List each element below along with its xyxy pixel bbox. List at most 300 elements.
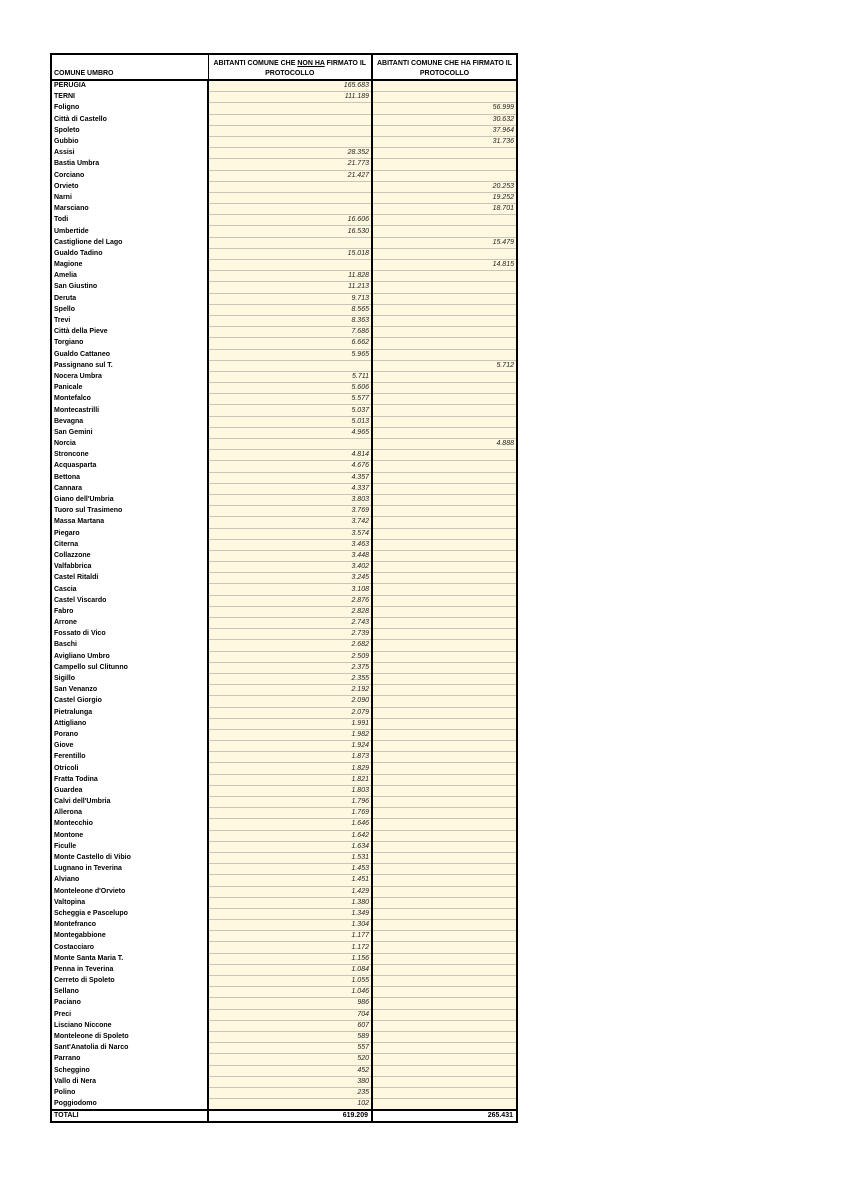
- firmato-cell: [372, 841, 517, 852]
- table-row: [51, 998, 517, 1009]
- comune-name-cell: Calvi dell'Umbria: [51, 797, 208, 808]
- comune-name-cell: San Giustino: [51, 282, 208, 293]
- firmato-cell: [372, 405, 517, 416]
- comune-name-cell: Spello: [51, 304, 208, 315]
- firmato-cell: 15.479: [372, 237, 517, 248]
- table-row: [51, 383, 517, 394]
- table-row: [51, 953, 517, 964]
- comune-name-cell: Fossato di Vico: [51, 629, 208, 640]
- firmato-cell: [372, 998, 517, 1009]
- non-firmato-cell: 520: [208, 1054, 372, 1065]
- non-firmato-cell: 6.662: [208, 338, 372, 349]
- non-firmato-cell: 704: [208, 1009, 372, 1020]
- firmato-cell: [372, 450, 517, 461]
- firmato-cell: [372, 942, 517, 953]
- table-row: [51, 315, 517, 326]
- firmato-cell: [372, 349, 517, 360]
- table-row: [51, 662, 517, 673]
- firmato-cell: [372, 148, 517, 159]
- non-firmato-cell: 5.577: [208, 394, 372, 405]
- table-row: [51, 159, 517, 170]
- comune-name-cell: Preci: [51, 1009, 208, 1020]
- comune-name-cell: Narni: [51, 192, 208, 203]
- non-firmato-cell: 3.463: [208, 539, 372, 550]
- non-firmato-cell: 7.686: [208, 327, 372, 338]
- header-non-post: FIRMATO IL PROTOCOLLO: [265, 60, 367, 77]
- non-firmato-cell: [208, 114, 372, 125]
- non-firmato-cell: 16.606: [208, 215, 372, 226]
- table-row: [51, 170, 517, 181]
- comune-name-cell: Guardea: [51, 785, 208, 796]
- comune-name-cell: Orvieto: [51, 181, 208, 192]
- table-row: [51, 237, 517, 248]
- comune-name-cell: Polino: [51, 1087, 208, 1098]
- table-row: [51, 125, 517, 136]
- firmato-cell: [372, 550, 517, 561]
- table-row: [51, 282, 517, 293]
- non-firmato-cell: 2.192: [208, 685, 372, 696]
- table-row: [51, 573, 517, 584]
- comune-name-cell: Penna in Teverina: [51, 964, 208, 975]
- comune-name-cell: Gualdo Cattaneo: [51, 349, 208, 360]
- table-row: [51, 606, 517, 617]
- non-firmato-cell: 1.453: [208, 864, 372, 875]
- firmato-cell: [372, 931, 517, 942]
- firmato-cell: [372, 618, 517, 629]
- non-firmato-cell: 1.829: [208, 763, 372, 774]
- table-row: [51, 673, 517, 684]
- table-row: [51, 897, 517, 908]
- non-firmato-cell: 2.876: [208, 595, 372, 606]
- comune-name-cell: Bevagna: [51, 416, 208, 427]
- non-firmato-cell: 1.429: [208, 886, 372, 897]
- totals-row: [51, 1110, 517, 1122]
- comune-name-cell: Passignano sul T.: [51, 360, 208, 371]
- table-row: [51, 226, 517, 237]
- header-firmato: ABITANTI COMUNE CHE HA FIRMATO IL PROTOCOLLO: [372, 54, 517, 80]
- firmato-cell: [372, 718, 517, 729]
- comune-name-cell: Cerreto di Spoleto: [51, 976, 208, 987]
- comune-name-cell: Costacciaro: [51, 942, 208, 953]
- firmato-cell: [372, 606, 517, 617]
- table-row: [51, 942, 517, 953]
- table-row: [51, 774, 517, 785]
- non-firmato-cell: [208, 181, 372, 192]
- table-row: [51, 506, 517, 517]
- non-firmato-cell: 986: [208, 998, 372, 1009]
- non-firmato-cell: 3.574: [208, 528, 372, 539]
- comune-name-cell: Castel Viscardo: [51, 595, 208, 606]
- non-firmato-cell: 1.796: [208, 797, 372, 808]
- comune-name-cell: Montecchio: [51, 819, 208, 830]
- firmato-cell: [372, 159, 517, 170]
- table-row: [51, 148, 517, 159]
- table-row: [51, 271, 517, 282]
- firmato-cell: [372, 629, 517, 640]
- header-non-pre: ABITANTI COMUNE CHE: [213, 60, 298, 67]
- firmato-cell: [372, 920, 517, 931]
- firmato-cell: [372, 976, 517, 987]
- firmato-cell: [372, 315, 517, 326]
- table-row: [51, 304, 517, 315]
- non-firmato-cell: 3.803: [208, 494, 372, 505]
- table-row: [51, 1076, 517, 1087]
- non-firmato-cell: 4.337: [208, 483, 372, 494]
- table-row: [51, 808, 517, 819]
- firmato-cell: 56.999: [372, 103, 517, 114]
- comune-name-cell: Valfabbrica: [51, 562, 208, 573]
- table-row: [51, 114, 517, 125]
- non-firmato-cell: 380: [208, 1076, 372, 1087]
- comune-name-cell: Bastia Umbra: [51, 159, 208, 170]
- firmato-cell: 31.736: [372, 136, 517, 147]
- comune-name-cell: Monteleone di Spoleto: [51, 1031, 208, 1042]
- table-row: [51, 427, 517, 438]
- firmato-cell: [372, 215, 517, 226]
- table-row: [51, 864, 517, 875]
- comune-name-cell: PERUGIA: [51, 80, 208, 92]
- table-row: [51, 696, 517, 707]
- firmato-cell: [372, 226, 517, 237]
- comune-name-cell: Montefranco: [51, 920, 208, 931]
- non-firmato-cell: 557: [208, 1043, 372, 1054]
- table-row: [51, 371, 517, 382]
- comune-name-cell: Monte Castello di Vibio: [51, 852, 208, 863]
- table-row: [51, 439, 517, 450]
- firmato-cell: [372, 1076, 517, 1087]
- non-firmato-cell: [208, 136, 372, 147]
- non-firmato-cell: 3.402: [208, 562, 372, 573]
- table-row: [51, 718, 517, 729]
- table-row: [51, 528, 517, 539]
- comune-name-cell: Allerona: [51, 808, 208, 819]
- comune-name-cell: Città della Pieve: [51, 327, 208, 338]
- comune-name-cell: Gualdo Tadino: [51, 248, 208, 259]
- non-firmato-cell: 165.683: [208, 80, 372, 92]
- comune-name-cell: Giano dell'Umbria: [51, 494, 208, 505]
- table-row: [51, 987, 517, 998]
- firmato-cell: [372, 293, 517, 304]
- non-firmato-cell: 5.606: [208, 383, 372, 394]
- comune-name-cell: Panicale: [51, 383, 208, 394]
- table-row: [51, 394, 517, 405]
- table-row: [51, 260, 517, 271]
- firmato-cell: [372, 953, 517, 964]
- header-row: [51, 54, 517, 80]
- firmato-cell: [372, 685, 517, 696]
- comune-name-cell: Scheggia e Pascelupo: [51, 908, 208, 919]
- table-row: [51, 494, 517, 505]
- table-row: [51, 629, 517, 640]
- firmato-cell: [372, 506, 517, 517]
- firmato-cell: 37.964: [372, 125, 517, 136]
- non-firmato-cell: 3.769: [208, 506, 372, 517]
- comune-name-cell: Collazzone: [51, 550, 208, 561]
- non-firmato-cell: 1.055: [208, 976, 372, 987]
- comune-name-cell: Marsciano: [51, 204, 208, 215]
- firmato-cell: [372, 729, 517, 740]
- table-row: [51, 1043, 517, 1054]
- firmato-cell: [372, 562, 517, 573]
- non-firmato-cell: 111.189: [208, 92, 372, 103]
- table-row: [51, 1065, 517, 1076]
- table-row: [51, 976, 517, 987]
- comune-name-cell: Fabro: [51, 606, 208, 617]
- table-row: [51, 92, 517, 103]
- comune-name-cell: Amelia: [51, 271, 208, 282]
- table-row: [51, 741, 517, 752]
- non-firmato-cell: 28.352: [208, 148, 372, 159]
- firmato-cell: [372, 539, 517, 550]
- non-firmato-cell: 5.037: [208, 405, 372, 416]
- firmato-cell: [372, 852, 517, 863]
- non-firmato-cell: 4.676: [208, 461, 372, 472]
- comune-name-cell: Deruta: [51, 293, 208, 304]
- non-firmato-cell: [208, 439, 372, 450]
- non-firmato-cell: 2.828: [208, 606, 372, 617]
- table-row: [51, 1020, 517, 1031]
- comune-name-cell: Attigliano: [51, 718, 208, 729]
- non-firmato-cell: 1.349: [208, 908, 372, 919]
- table-row: [51, 729, 517, 740]
- table-row: [51, 875, 517, 886]
- table-row: [51, 908, 517, 919]
- comune-name-cell: Foligno: [51, 103, 208, 114]
- non-firmato-cell: 4.814: [208, 450, 372, 461]
- comune-name-cell: San Gemini: [51, 427, 208, 438]
- comune-name-cell: Piegaro: [51, 528, 208, 539]
- firmato-cell: [372, 808, 517, 819]
- firmato-cell: [372, 774, 517, 785]
- firmato-cell: [372, 763, 517, 774]
- firmato-cell: [372, 1065, 517, 1076]
- comune-name-cell: Ficulle: [51, 841, 208, 852]
- non-firmato-cell: 21.773: [208, 159, 372, 170]
- comune-name-cell: Vallo di Nera: [51, 1076, 208, 1087]
- non-firmato-cell: 1.924: [208, 741, 372, 752]
- comune-name-cell: Umbertide: [51, 226, 208, 237]
- non-firmato-cell: 1.769: [208, 808, 372, 819]
- table-row: [51, 338, 517, 349]
- table-row: [51, 562, 517, 573]
- table-row: [51, 595, 517, 606]
- table-row: [51, 1031, 517, 1042]
- comune-name-cell: Acquasparta: [51, 461, 208, 472]
- comune-name-cell: Alviano: [51, 875, 208, 886]
- table-row: [51, 80, 517, 92]
- non-firmato-cell: 1.046: [208, 987, 372, 998]
- table-row: [51, 640, 517, 651]
- non-firmato-cell: 1.873: [208, 752, 372, 763]
- firmato-cell: 4.888: [372, 439, 517, 450]
- non-firmato-cell: 1.156: [208, 953, 372, 964]
- comune-name-cell: Cannara: [51, 483, 208, 494]
- comune-name-cell: Todi: [51, 215, 208, 226]
- firmato-cell: [372, 908, 517, 919]
- non-firmato-cell: 3.742: [208, 517, 372, 528]
- table-row: [51, 103, 517, 114]
- comune-name-cell: Bettona: [51, 472, 208, 483]
- table-row: [51, 405, 517, 416]
- table-row: [51, 360, 517, 371]
- comune-name-cell: Monteleone d'Orvieto: [51, 886, 208, 897]
- non-firmato-cell: 5.013: [208, 416, 372, 427]
- firmato-cell: [372, 707, 517, 718]
- comune-name-cell: Assisi: [51, 148, 208, 159]
- comune-name-cell: Nocera Umbra: [51, 371, 208, 382]
- table-row: [51, 416, 517, 427]
- comune-name-cell: Castel Giorgio: [51, 696, 208, 707]
- non-firmato-cell: 2.509: [208, 651, 372, 662]
- table-row: [51, 707, 517, 718]
- table-row: [51, 685, 517, 696]
- comune-name-cell: Sigillo: [51, 673, 208, 684]
- non-firmato-cell: 11.213: [208, 282, 372, 293]
- non-firmato-cell: 2.743: [208, 618, 372, 629]
- table-row: [51, 830, 517, 841]
- non-firmato-cell: 4.965: [208, 427, 372, 438]
- table-row: [51, 964, 517, 975]
- table-row: [51, 1054, 517, 1065]
- comune-name-cell: Norcia: [51, 439, 208, 450]
- comune-name-cell: Montegabbione: [51, 931, 208, 942]
- non-firmato-cell: 15.018: [208, 248, 372, 259]
- comune-name-cell: Parrano: [51, 1054, 208, 1065]
- non-firmato-cell: 102: [208, 1099, 372, 1111]
- non-firmato-cell: 2.355: [208, 673, 372, 684]
- non-firmato-cell: 452: [208, 1065, 372, 1076]
- comune-name-cell: Sellano: [51, 987, 208, 998]
- firmato-cell: [372, 987, 517, 998]
- firmato-cell: [372, 741, 517, 752]
- comune-name-cell: Valtopina: [51, 897, 208, 908]
- firmato-cell: [372, 371, 517, 382]
- table-row: [51, 539, 517, 550]
- firmato-cell: [372, 964, 517, 975]
- non-firmato-cell: 2.739: [208, 629, 372, 640]
- comune-name-cell: Lugnano in Teverina: [51, 864, 208, 875]
- non-firmato-cell: 1.177: [208, 931, 372, 942]
- table-row: [51, 886, 517, 897]
- firmato-cell: [372, 472, 517, 483]
- header-non-underlined: NON HA: [297, 60, 325, 67]
- firmato-cell: [372, 170, 517, 181]
- table-row: [51, 584, 517, 595]
- firmato-cell: [372, 875, 517, 886]
- non-firmato-cell: 5.965: [208, 349, 372, 360]
- firmato-cell: [372, 416, 517, 427]
- firmato-cell: [372, 483, 517, 494]
- firmato-cell: [372, 517, 517, 528]
- table-row: [51, 1009, 517, 1020]
- firmato-cell: [372, 338, 517, 349]
- comune-name-cell: Poggiodomo: [51, 1099, 208, 1111]
- comune-name-cell: Corciano: [51, 170, 208, 181]
- table-row: [51, 248, 517, 259]
- table-row: [51, 517, 517, 528]
- comune-name-cell: Città di Castello: [51, 114, 208, 125]
- comune-name-cell: Stroncone: [51, 450, 208, 461]
- comune-name-cell: Monte Santa Maria T.: [51, 953, 208, 964]
- non-firmato-cell: 1.084: [208, 964, 372, 975]
- comune-name-cell: Ferentillo: [51, 752, 208, 763]
- comune-name-cell: Avigliano Umbro: [51, 651, 208, 662]
- table-row: [51, 450, 517, 461]
- non-firmato-cell: 1.531: [208, 852, 372, 863]
- firmato-cell: 20.253: [372, 181, 517, 192]
- firmato-cell: [372, 573, 517, 584]
- comune-name-cell: Cascia: [51, 584, 208, 595]
- table-row: [51, 752, 517, 763]
- non-firmato-cell: [208, 103, 372, 114]
- non-firmato-cell: 16.530: [208, 226, 372, 237]
- firmato-cell: [372, 92, 517, 103]
- comune-name-cell: Massa Martana: [51, 517, 208, 528]
- firmato-cell: [372, 248, 517, 259]
- non-firmato-cell: 11.828: [208, 271, 372, 282]
- non-firmato-cell: 9.713: [208, 293, 372, 304]
- population-sheet: [50, 53, 516, 1123]
- firmato-cell: [372, 1031, 517, 1042]
- totals-firmato: 265.431: [372, 1110, 517, 1122]
- non-firmato-cell: 1.380: [208, 897, 372, 908]
- comune-name-cell: Sant'Anatolia di Narco: [51, 1043, 208, 1054]
- comune-name-cell: Baschi: [51, 640, 208, 651]
- header-non-firmato: [208, 54, 372, 80]
- table-row: [51, 819, 517, 830]
- non-firmato-cell: 2.682: [208, 640, 372, 651]
- firmato-cell: [372, 830, 517, 841]
- non-firmato-cell: 1.172: [208, 942, 372, 953]
- firmato-cell: [372, 651, 517, 662]
- non-firmato-cell: [208, 237, 372, 248]
- table-row: [51, 841, 517, 852]
- firmato-cell: [372, 394, 517, 405]
- comune-name-cell: Magione: [51, 260, 208, 271]
- non-firmato-cell: 5.711: [208, 371, 372, 382]
- firmato-cell: [372, 304, 517, 315]
- non-firmato-cell: 4.357: [208, 472, 372, 483]
- firmato-cell: [372, 327, 517, 338]
- firmato-cell: [372, 752, 517, 763]
- non-firmato-cell: 1.304: [208, 920, 372, 931]
- comune-name-cell: Spoleto: [51, 125, 208, 136]
- table-row: [51, 797, 517, 808]
- table-row: [51, 785, 517, 796]
- firmato-cell: [372, 595, 517, 606]
- table-row: [51, 920, 517, 931]
- non-firmato-cell: 8.363: [208, 315, 372, 326]
- non-firmato-cell: 3.245: [208, 573, 372, 584]
- firmato-cell: [372, 271, 517, 282]
- non-firmato-cell: 21.427: [208, 170, 372, 181]
- comune-name-cell: TERNI: [51, 92, 208, 103]
- non-firmato-cell: 2.090: [208, 696, 372, 707]
- comune-name-cell: Gubbio: [51, 136, 208, 147]
- firmato-cell: [372, 1020, 517, 1031]
- non-firmato-cell: 235: [208, 1087, 372, 1098]
- table-row: [51, 1087, 517, 1098]
- firmato-cell: [372, 1099, 517, 1111]
- firmato-cell: 19.252: [372, 192, 517, 203]
- firmato-cell: [372, 785, 517, 796]
- table-row: [51, 472, 517, 483]
- firmato-cell: [372, 1009, 517, 1020]
- comune-name-cell: Campello sul Clitunno: [51, 662, 208, 673]
- non-firmato-cell: [208, 360, 372, 371]
- population-table: [50, 53, 518, 1123]
- firmato-cell: [372, 1087, 517, 1098]
